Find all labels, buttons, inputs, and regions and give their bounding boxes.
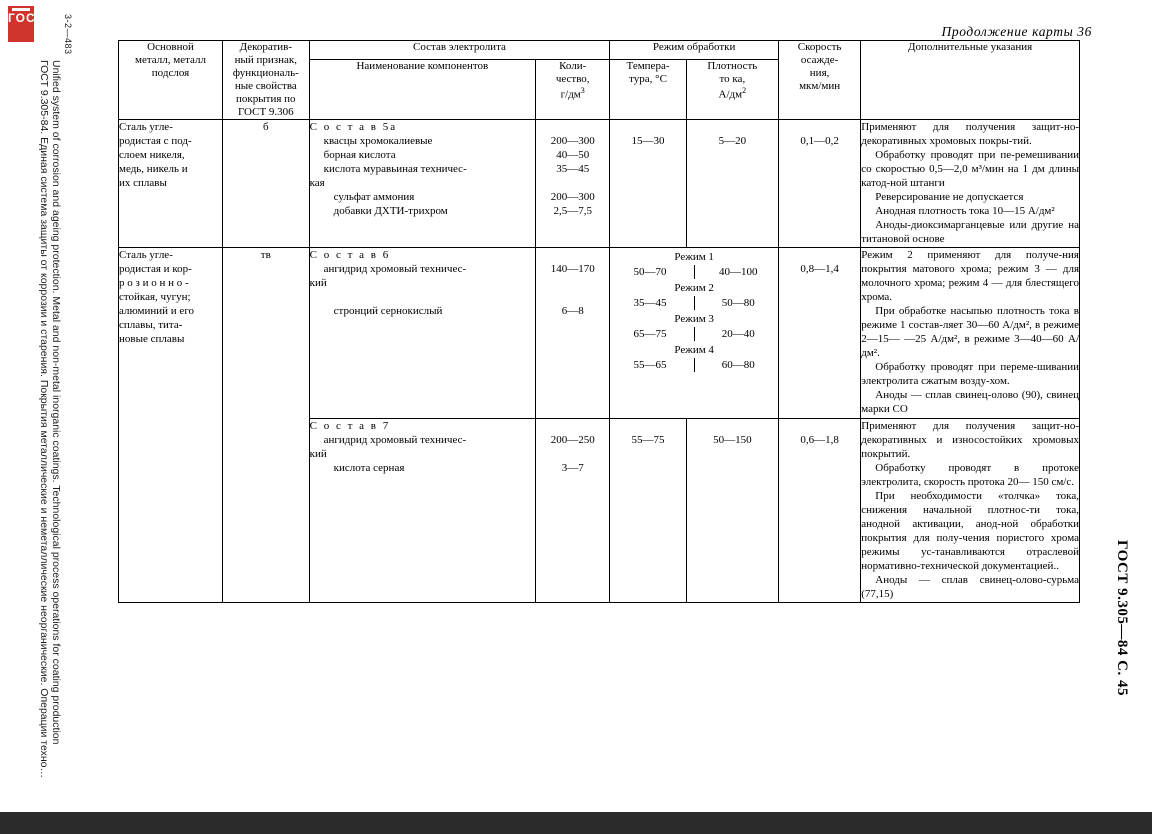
component-item: ангидрид хромовый техничес- [323,262,467,275]
component-item: добавки ДХТИ-трихром [333,205,448,218]
cell-notes [861,247,1080,418]
speed-value: 0,6—1,8 [800,433,839,446]
component-item: стронций сернокислый [333,304,443,317]
mode-label: Режим 1 [674,250,714,263]
mode-divider [694,358,695,372]
cell-quantities [536,247,610,418]
temperature-value: 55—75 [631,433,665,446]
cell-quantities [536,418,610,602]
composition-title: С о с т а в 5а [309,120,398,133]
mode-divider [694,327,695,341]
cell-components [309,247,535,418]
table-body [119,119,1080,602]
cell-temperature [610,119,686,247]
note-paragraph: Режим 2 применяют для получе-ния покрытия матового хрома; режим 3 — для молочного хрома; режим 4 — для блестящего хрома. [861,248,1079,303]
note-paragraph: Применяют для получения защит-но-декоративных и износостойких хромовых покрытий. [861,419,1079,460]
mode-temperature: 65—75 [633,327,667,340]
cell-metal: Сталь угле- родистая с под- слоем никеля, медь, никель и их сплавы [119,119,223,247]
composition-title: С о с т а в 7 [309,419,391,432]
mode-density: 50—80 [721,296,755,309]
page-header: Продолжение карты 36 [941,24,1092,39]
mode-density: 40—100 [719,265,758,278]
mode-values [610,265,778,279]
component-item: кислота серная [333,461,405,474]
mode-values [610,358,778,372]
cell-quantities [536,119,610,247]
speed-value: 0,1—0,2 [800,134,839,147]
header-mode: Режим обработки [610,41,779,60]
note-paragraph: Обработку проводят при переме-шивании электролита сжатым возду-хом. [861,361,1079,388]
component-item: кий [309,447,327,460]
logo-text: ГОСТ [8,11,44,25]
note-paragraph: Применяют для получения защит-но-декоративных хромовых покры-тий. [861,120,1079,147]
cell-speed [778,119,860,247]
side-standard-label: ГОСТ 9.305—84 С. 45 [1114,540,1130,696]
side-page-number: 3-2—483 [63,14,73,55]
component-item: квасцы хромокалиевые [323,134,433,147]
header-speed: Скорость осажде- ния, мкм/мин [778,41,860,120]
table-head [119,41,1080,120]
mode-values [610,296,778,310]
mode-label: Режим 4 [674,343,714,356]
note-paragraph: Аноды — сплав свинец-олово-сурьма (77,15) [861,574,1079,601]
mode-divider [694,296,695,310]
cell-speed [778,418,860,602]
cell-temperature [610,418,686,602]
header-metal: Основной металл, металл подслоя [119,41,223,120]
note-paragraph: При необходимости «толчка» тока, снижения начальной плотнос-ти тока, анодной активации, анод-ной обработки покрытия для полу-чения пористого хрома режимы ус-танавливаются отраслевой нормативно-технической документацией.. [861,489,1079,573]
component-item: кая [309,177,325,190]
quantity-item: 6—8 [561,304,584,317]
cell-sign: б [223,119,310,247]
quantity-item: 140—170 [550,262,595,275]
speed-value: 0,8—1,4 [800,262,839,275]
cell-density [686,119,778,247]
header-density: Плотность то ка, $А/дм^2$ [686,60,778,119]
mode-density: 60—80 [721,359,755,372]
cell-speed [778,247,860,418]
mode-values [610,327,778,341]
mode-temperature: 35—45 [633,296,667,309]
note-paragraph: Обработку проводят в протоке электролита, скорость протока 20— 150 см/с. [861,461,1079,488]
header-component: Наименование компонентов [309,60,535,119]
cell-components [309,119,535,247]
note-paragraph: Анодная плотность тока 10—15 А/дм² [875,205,1055,218]
note-paragraph: Аноды-диоксимарганцевые или другие на титановой основе [861,219,1079,246]
mode-label: Режим 3 [674,312,714,325]
cell-density [686,418,778,602]
composition-title: С о с т а в 6 [309,248,391,261]
header-row-1 [119,41,1080,60]
component-item: ангидрид хромовый техничес- [323,433,467,446]
quantity-item: 40—50 [556,148,590,161]
component-item: борная кислота [323,148,396,161]
quantity-item: 2,5—7,5 [553,205,592,218]
header-notes: Дополнительные указания [861,41,1080,120]
mode-divider [694,265,695,279]
cell-modes [610,247,779,418]
quantity-item: 200—250 [550,433,595,446]
note-paragraph: Аноды — сплав свинец-олово (90), свинец марки СО [861,389,1079,416]
header-electrolyte: Состав электролита [309,41,610,60]
table-row [119,119,1080,247]
density-value: 5—20 [718,134,747,147]
note-paragraph: Обработку проводят при пе-ремешивании со скоростью 0,5—2,0 м³/мин на 1 дм длины катод-ной штанги [861,148,1079,190]
quantity-item: 200—300 [550,191,595,204]
header-sign: Декоратив- ный признак, функциональ- ные свойства покрытия по ГОСТ 9.306 [223,41,310,120]
side-text-ru: ГОСТ 9.305-84. Единая система защиты от коррозии и старения. Покрытия металлические и неметаллические неорганические. Операции техно… [38,60,50,778]
gost-logo [8,6,44,42]
header-quantity: Коли- чество, $г/дм^3$ [536,60,610,119]
note-paragraph: Реверсирование не допускается [875,191,1024,204]
component-item: сульфат аммония [333,191,415,204]
spec-table [118,40,1080,603]
mode-temperature: 50—70 [633,265,667,278]
component-item: кий [309,276,327,289]
mode-density: 20—40 [721,327,755,340]
mode-label: Режим 2 [674,281,714,294]
header-temperature: Темпера- тура, °С [610,60,686,119]
side-text-en: Unified system of corrosion and ageing protection. Metal and non-metal inorganic coatings. Technological process operations for coating production [50,60,62,745]
table-row [119,247,1080,418]
mode-temperature: 55—65 [633,359,667,372]
cell-components [309,418,535,602]
cell-sign: тв [223,247,310,602]
temperature-value: 15—30 [631,134,665,147]
viewer-bottom-bar [0,812,1152,834]
note-paragraph: При обработке насыпью плотность тока в режиме 1 состав-ляет 30—60 А/дм², в режиме 2—15— —25 А/дм², в режиме 3—40—60 А/дм². [861,304,1079,360]
quantity-item: 200—300 [550,134,595,147]
cell-metal: Сталь угле- родистая и кор- р о з и о н н о - стойкая, чугун; алюминий и его сплавы, тита- новые сплавы [119,247,223,602]
cell-notes [861,119,1080,247]
quantity-item: 3—7 [561,461,584,474]
cell-notes [861,418,1080,602]
quantity-item: 35—45 [556,163,590,176]
component-item: кислота муравьиная техничес- [323,163,467,176]
density-value: 50—150 [713,433,752,446]
